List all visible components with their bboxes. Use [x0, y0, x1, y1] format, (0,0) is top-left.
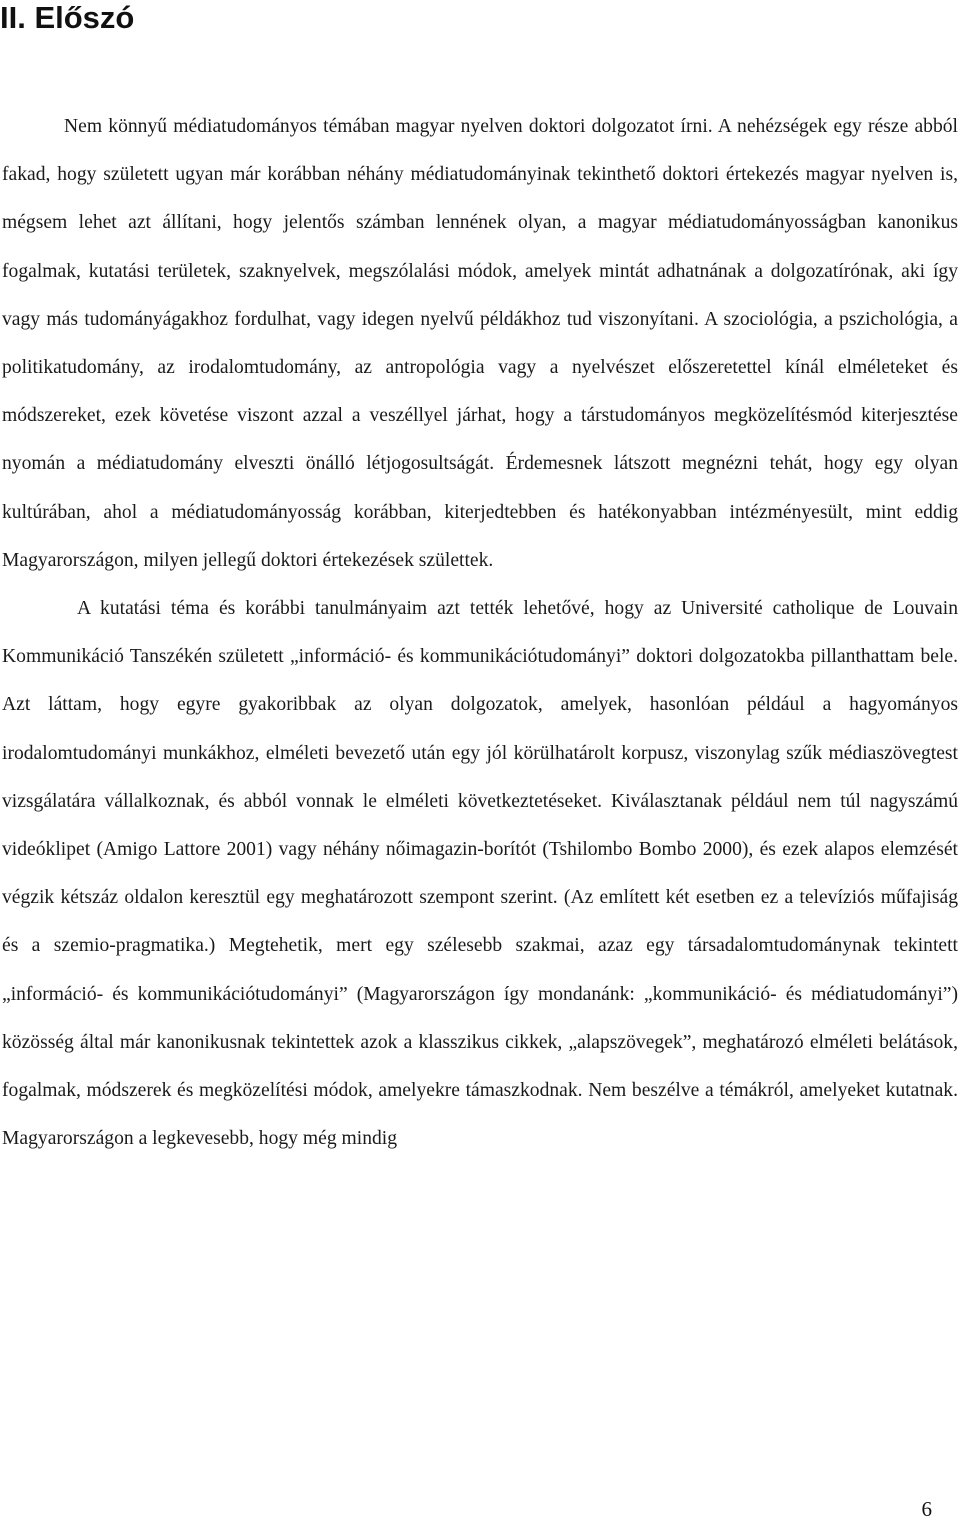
chapter-heading: II. Előszó: [0, 0, 135, 35]
paragraph-1: Nem könnyű médiatudományos témában magyar nyelven doktori dolgozatot írni. A nehézségek egy része abból fakad, hogy született ugyan már korábban néhány médiatudományinak tekinthető doktori értekezés magyar nyelven is, mégsem lehet azt állítani, hogy jelentős számban lennének olyan, a magyar médiatudományosságban kanonikus fogalmak, kutatási területek, szaknyelvek, megszólalási módok, amelyek mintát adhatnának a dolgozatírónak, aki így vagy más tudományágakhoz fordulhat, vagy idegen nyelvű példákhoz tud viszonyítani. A szociológia, a pszichológia, a politikatudomány, az irodalomtudomány, az antropológia vagy a nyelvészet előszeretettel kínál elméleteket és módszereket, ezek követése viszont azzal a veszéllyel járhat, hogy a társtudományos megközelítésmód kiterjesztése nyomán a médiatudomány elveszti önálló létjogosultságát. Érdemesnek látszott megnézni tehát, hogy egy olyan kultúrában, ahol a médiatudományosság korábban, kiterjedtebben és hatékonyabban intézményesült, mint eddig Magyarországon, milyen jellegű doktori értekezések születtek.: [2, 116, 958, 571]
document-body: [2, 103, 958, 1163]
paragraph-2: A kutatási téma és korábbi tanulmányaim azt tették lehetővé, hogy az Université catholique de Louvain Kommunikáció Tanszékén született „információ- és kommunikációtudományi” doktori dolgozatokba pillanthattam bele. Azt láttam, hogy egyre gyakoribbak az olyan dolgozatok, amelyek, hasonlóan például a hagyományos irodalomtudományi munkákhoz, elméleti bevezető után egy jól körülhatárolt korpusz, viszonylag szűk médiaszövegtest vizsgálatára vállalkoznak, és abból vonnak le elméleti következtetéseket. Kiválasztanak például nem túl nagyszámú videóklipet (Amigo Lattore 2001) vagy néhány nőimagazin-borítót (Tshilombo Bombo 2000), és ezek alapos elemzését végzik kétszáz oldalon keresztül egy meghatározott szempont szerint. (Az említett két esetben ez a televíziós műfajiság és a szemio-pragmatika.) Megtehetik, mert egy szélesebb szakmai, azaz egy társadalomtudománynak tekintett „információ- és kommunikációtudományi” (Magyarországon így mondanánk: „kommunikáció- és médiatudományi”) közösség által már kanonikusnak tekintettek azok a klasszikus cikkek, „alapszövegek”, meghatározó elméleti belátások, fogalmak, módszerek és megközelítési módok, amelyekre támaszkodnak. Nem beszélve a témákról, amelyeket kutatnak. Magyarországon a legkevesebb, hogy még mindig: [2, 598, 958, 1150]
page-number: 6: [921, 1497, 932, 1521]
